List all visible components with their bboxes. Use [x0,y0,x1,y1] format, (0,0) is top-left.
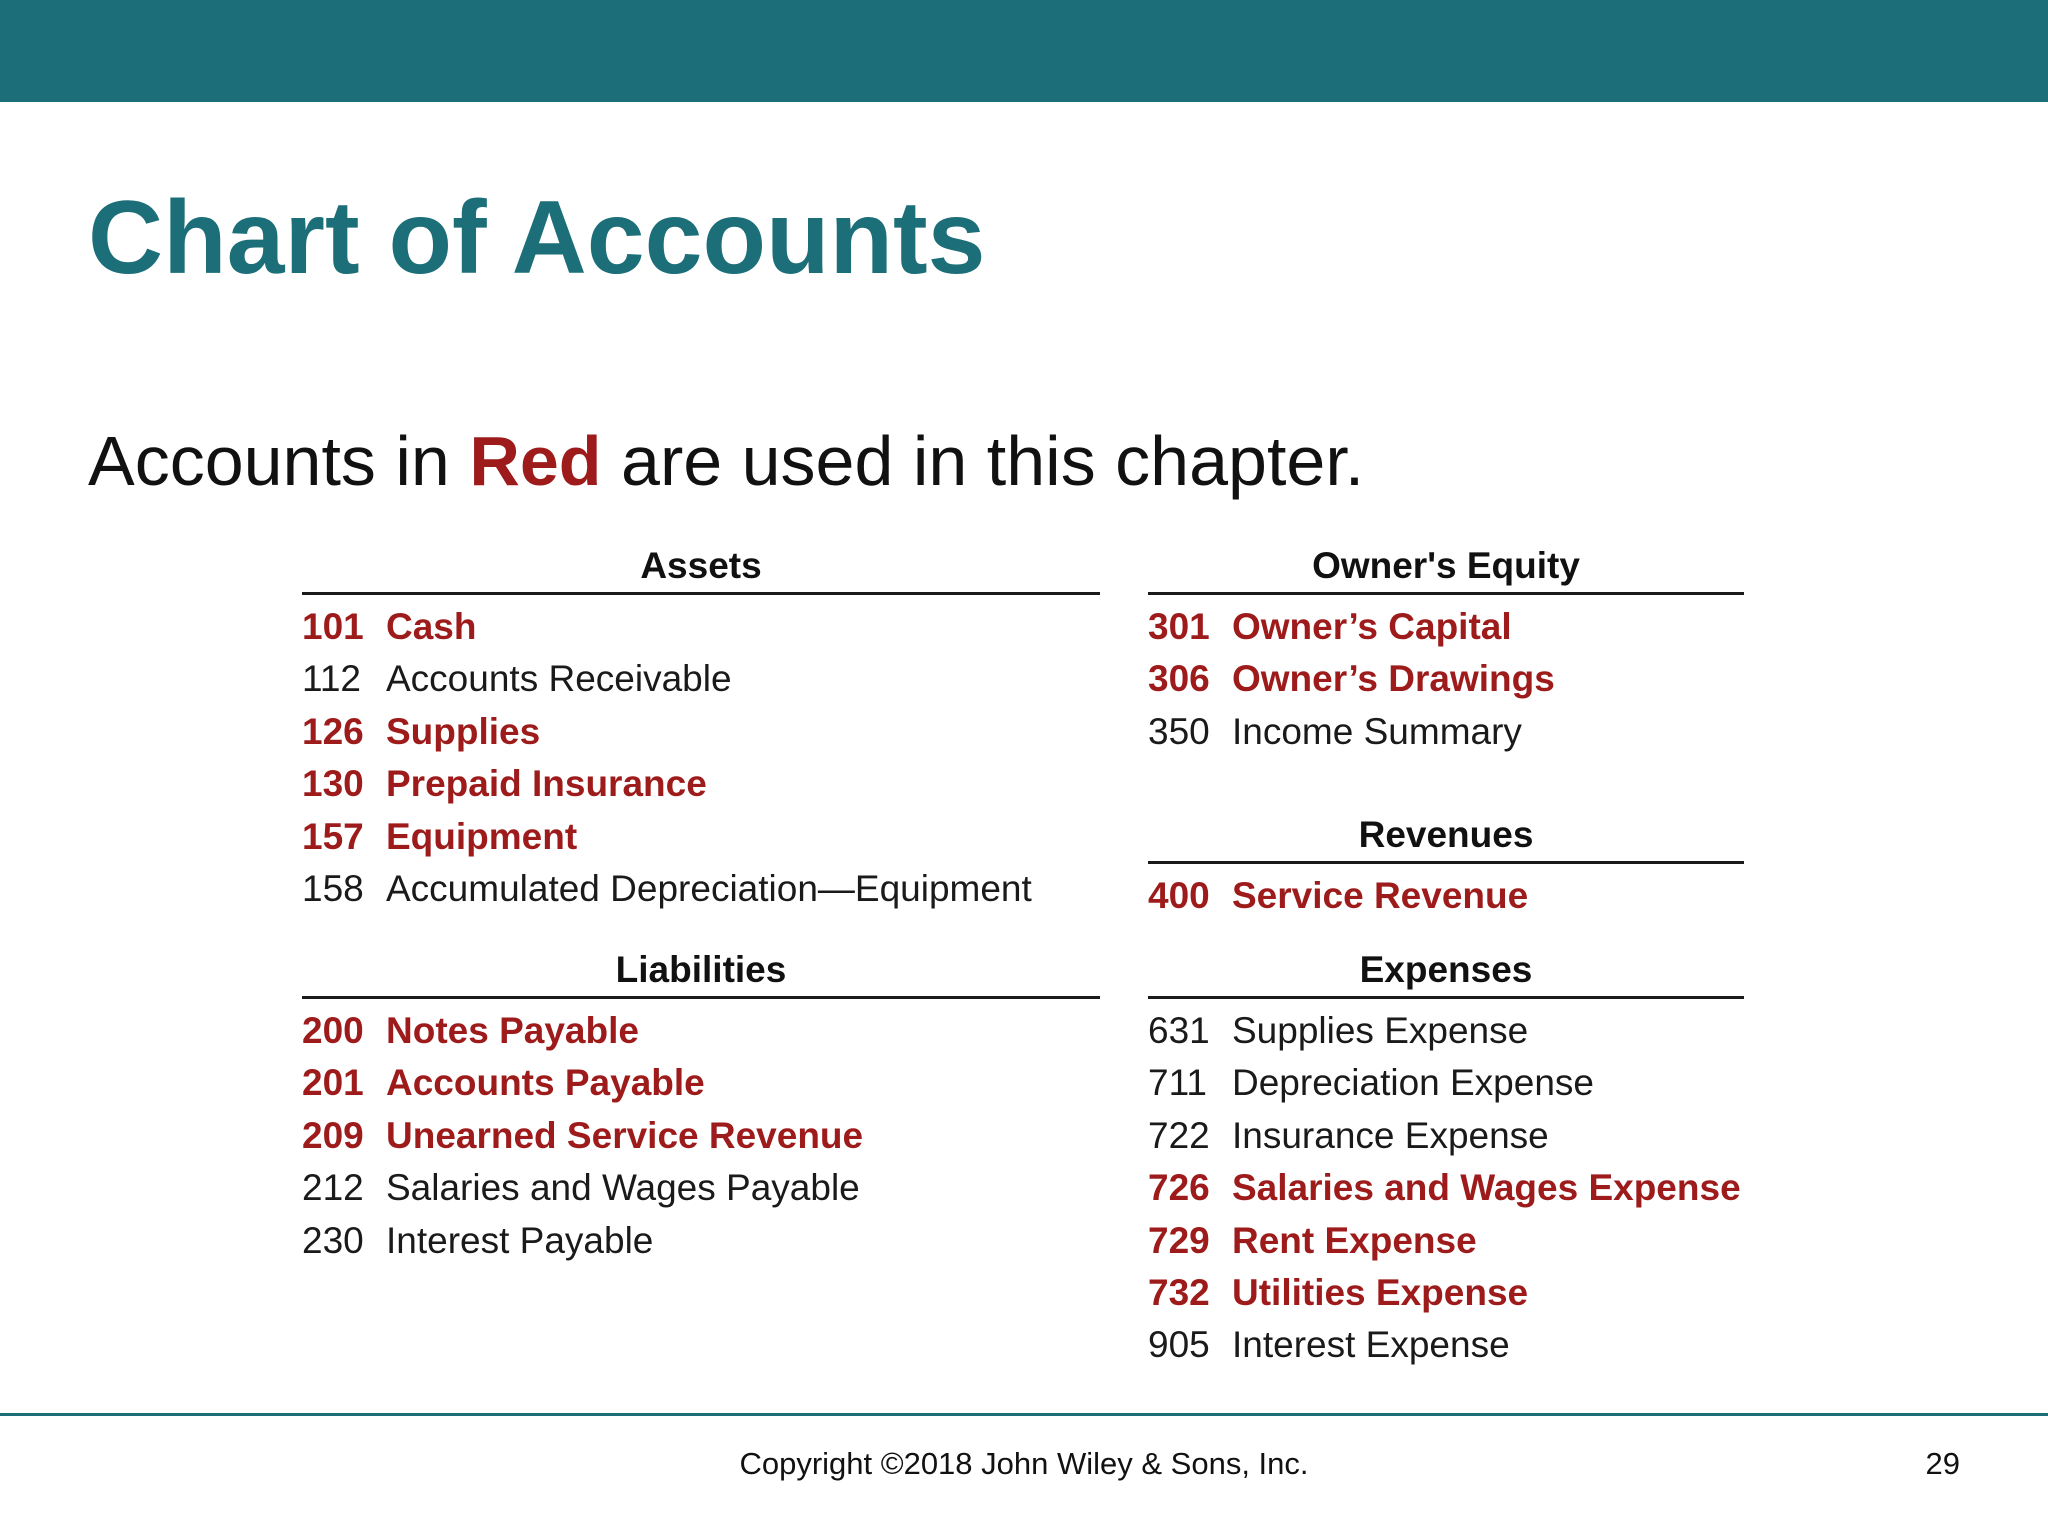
account-name: Supplies [386,710,541,752]
footer-divider [0,1413,2048,1416]
liabilities-heading: Liabilities [302,948,1100,999]
copyright-text: Copyright ©2018 John Wiley & Sons, Inc. [739,1446,1309,1481]
account-name: Supplies Expense [1232,1010,1529,1051]
account-number: 726 [1148,1167,1210,1209]
expenses-section [1148,948,1744,1372]
slide-subtitle [88,418,1364,504]
account-number: 130 [302,763,364,805]
account-row [302,1057,1100,1109]
account-name: Prepaid Insurance [386,763,707,805]
account-name: Owner’s Capital [1232,606,1512,647]
account-name: Owner’s Drawings [1232,658,1555,700]
subtitle-text-start: Accounts in [88,422,470,500]
owners-equity-section [1148,544,1744,758]
account-number: 209 [302,1114,364,1156]
account-number: 112 [302,658,361,700]
revenues-section [1148,813,1744,922]
account-number: 126 [302,710,364,752]
account-row [1148,706,1744,758]
account-number: 212 [302,1167,364,1209]
account-row [302,758,1100,810]
account-name: Equipment [386,815,578,857]
liabilities-list [302,1005,1100,1267]
account-name: Unearned Service Revenue [386,1114,864,1156]
account-number: 157 [302,815,364,857]
assets-list [302,601,1100,915]
account-number: 200 [302,1010,364,1051]
account-row [1148,653,1744,705]
account-row [302,1110,1100,1162]
account-name: Salaries and Wages Payable [386,1167,860,1209]
account-number: 631 [1148,1010,1210,1051]
account-row [302,1005,1100,1057]
account-row [302,1215,1100,1267]
account-number: 729 [1148,1219,1210,1261]
expenses-heading: Expenses [1148,948,1744,999]
account-name: Interest Payable [386,1219,654,1261]
header-bar [0,0,2048,102]
subtitle-text-end: are used in this chapter. [601,422,1365,500]
account-number: 158 [302,867,364,909]
account-name: Interest Expense [1232,1324,1510,1366]
account-row [302,863,1100,915]
account-name: Utilities Expense [1232,1271,1529,1313]
account-number: 230 [302,1219,364,1261]
assets-heading: Assets [302,544,1100,595]
account-name: Rent Expense [1232,1219,1477,1261]
account-number: 306 [1148,658,1210,700]
account-number: 350 [1148,710,1210,752]
owners-equity-heading: Owner's Equity [1148,544,1744,595]
revenues-list [1148,870,1744,922]
account-row [1148,1215,1744,1267]
account-row [302,1162,1100,1214]
page-number: 29 [1925,1446,1960,1481]
account-number: 301 [1148,606,1210,647]
owners-equity-list [1148,601,1744,758]
slide-title: Chart of Accounts [88,180,986,296]
account-row [1148,870,1744,922]
account-number: 201 [302,1062,364,1104]
account-name: Depreciation Expense [1232,1062,1594,1104]
account-row [1148,1005,1744,1057]
account-row [302,653,1100,705]
account-row [1148,1162,1744,1214]
account-number: 722 [1148,1114,1210,1156]
account-name: Accounts Receivable [386,658,732,700]
account-name: Insurance Expense [1232,1114,1549,1156]
account-row [1148,1319,1744,1371]
account-number: 905 [1148,1324,1210,1366]
account-name: Service Revenue [1232,875,1529,916]
account-row [302,811,1100,863]
account-number: 400 [1148,875,1210,916]
account-name: Salaries and Wages Expense [1232,1167,1741,1209]
account-name: Income Summary [1232,710,1522,752]
account-row [302,601,1100,653]
account-name: Notes Payable [386,1010,639,1051]
liabilities-section [302,948,1100,1267]
account-row [1148,601,1744,653]
assets-section [302,544,1100,915]
revenues-heading: Revenues [1148,813,1744,864]
account-row [1148,1057,1744,1109]
account-number: 101 [302,606,364,647]
account-row [302,706,1100,758]
subtitle-red-word: Red [469,422,602,500]
account-name: Cash [386,606,477,647]
account-row [1148,1110,1744,1162]
account-name: Accumulated Depreciation—Equipment [386,867,1032,909]
account-number: 732 [1148,1271,1210,1313]
account-number: 711 [1148,1062,1207,1104]
account-name: Accounts Payable [386,1062,705,1104]
account-row [1148,1267,1744,1319]
expenses-list [1148,1005,1744,1372]
